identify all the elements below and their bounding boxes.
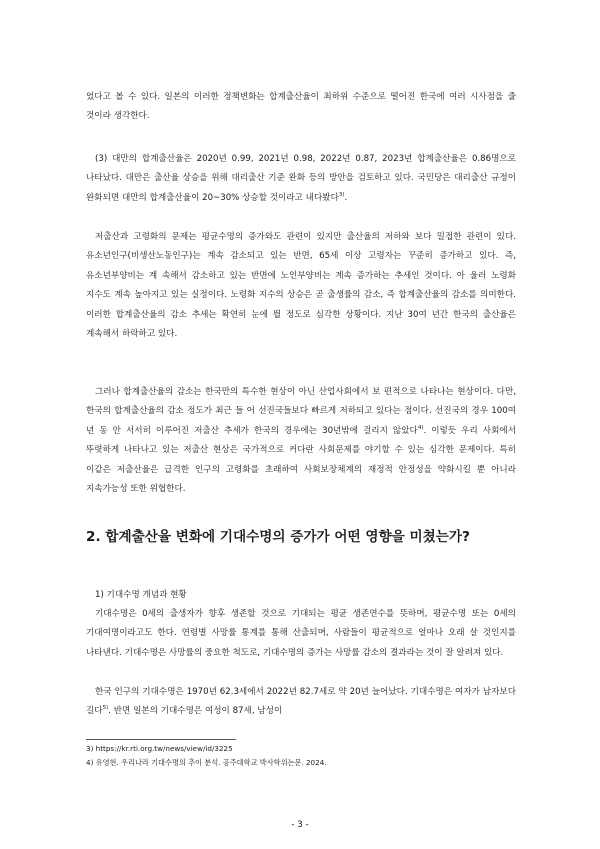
page-number: - 3 - [291,820,309,830]
paragraph-industrial-tail: . 이렇듯 우리 사회에서 뚜렷하게 나타나고 있는 저출산 현상은 국가적으로 커다란 사회문제를 야기할 수 있는 심각한 문제이다. 특히 이같은 저출산율은 급격한 인구의 고령화를 초래하여 사회보장체계의 재정적 안정성을 약화시킬 뿐 아니라 지속가능성 또한 위협한다. [86,425,516,495]
paragraph-intro: 었다고 볼 수 있다. 일본의 이러한 정책변화는 합계출산율이 최하위 수준으로 떨어진 한국에 여러 시사점을 줄 것이라 생각한다. [86,92,516,122]
paragraph-korea-life-tail: . 반면 일본의 기대수명은 여성이 87세, 남성이 [108,706,283,717]
paragraph-taiwan-text: (3) 대만의 합계출산율은 2020년 0.99, 2021년 0.98, 2022년 0.87, 2023년 합계출산율은 0.86명으로 나타났다. 대만은 출산율 상승을 위해 대리출산 기준 완화 등의 방안을 검토하고 있다. 국민당은 대리출산 규정이 완화되면 대만의 합계출산율이 20~30% 상승할 것이라고 내다봤다 [86,154,516,203]
footnote-ref-4: 4) [417,424,424,431]
footnote-divider [86,739,236,740]
footnote-ref-5: 5) [102,705,109,712]
paragraph-industrial [86,383,516,499]
paragraph-taiwan [86,150,516,208]
paragraph-aging: 저출산과 고령화의 문제는 평균수명의 증가와도 관련이 있지만 출산율의 저하와 보다 밀접한 관련이 있다. 유소년인구(비생산노동인구)는 계속 감소되고 있는 반면, 65세 이상 고령자는 꾸준히 증가하고 있다. 즉, 유소년부양비는 계 속해서 감소하고 있는 반면에 노인부양비는 계속 증가하는 추세인 것이다. 아 울러 노령화 지수도 계속 높아지고 있는 실정이다. 노령화 지수의 상승은 곧 출생률의 감소, 즉 합계출산율의 감소를 의미한다. 이러한 합계출산율의 감소 추세는 확연히 눈에 띌 정도로 심각한 상황이다. 지난 30여 년간 한국의 출산율은 계속해서 하락하고 있다. [86,232,516,340]
paragraph-korea-life [86,683,516,722]
footnote-4: 4) 유영현. 우리나라 기대수명의 추이 분석. 공주대학교 박사학위논문. 2024. [86,758,327,767]
footnote-3: 3) https://kr.rti.org.tw/news/view/id/3225 [86,744,233,753]
paragraph-life-expectancy: 기대수명은 0세의 출생자가 향후 생존할 것으로 기대되는 평균 생존연수를 뜻하며, 평균수명 또는 0세의 기대여명이라고도 한다. 연령별 사망률 통계를 통해 산출되며, 사람들이 평균적으로 얼마나 오래 살 것인지를 나타낸다. 기대수명은 사망률의 중요한 척도로, 기대수명의 증가는 사망률 감소의 결과라는 것이 잘 알려져 있다. [86,609,516,658]
subsection-title: 1) 기대수명 개념과 현황 [95,590,187,600]
paragraph-korea-life-text: 한국 인구의 기대수명은 1970년 62.3세에서 2022년 82.7세로 약 20년 늘어났다. 기대수명은 여자가 남자보다 길다 [86,687,516,717]
paragraph-industrial-text: 그러나 합계출산율의 감소는 한국만의 특수한 현상이 아닌 산업사회에서 보 편적으로 나타나는 현상이다. 다만, 한국의 합계출산율의 감소 정도가 최근 들 어 선진국들보다 빠르게 저하되고 있다는 점이다. 선진국의 경우 100여 년 동 안 서서히 이루어진 저출산 추세가 한국의 경우에는 30년밖에 걸리지 않았다 [86,387,516,436]
paragraph-taiwan-tail: . [344,192,348,203]
footnote-ref-3: 3) [338,191,345,198]
section-heading: 2. 합계출산율 변화에 기대수명의 증가가 어떤 영향을 미쳤는가? [86,529,470,545]
